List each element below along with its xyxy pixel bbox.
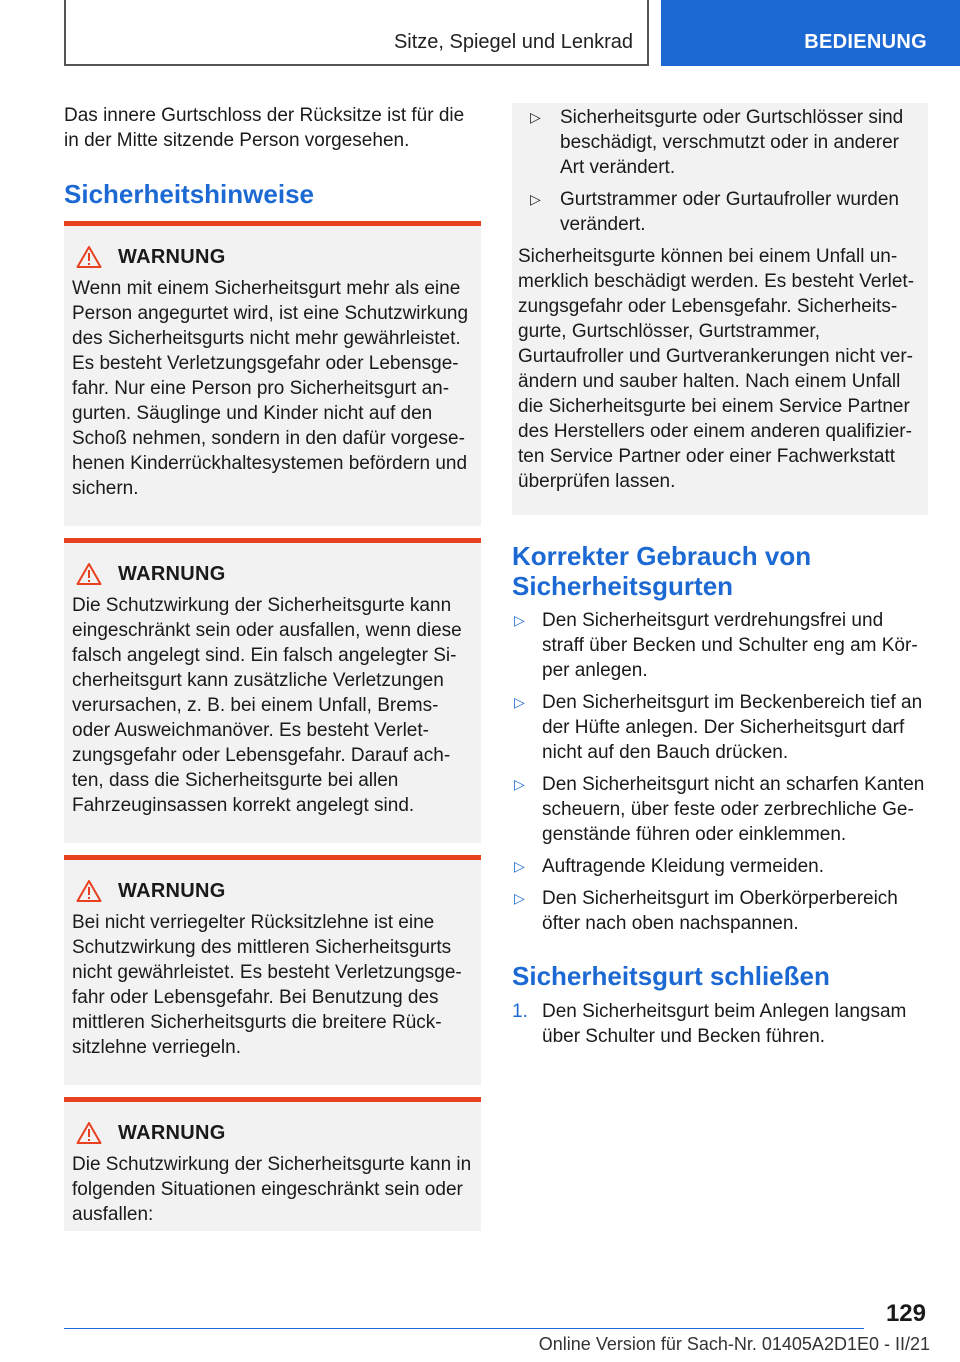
heading-gurt-schliessen: Sicherheitsgurt schließen — [512, 961, 830, 991]
list-item-text: Den Sicherheitsgurt verdrehungsfrei und straff über Becken und Schulter eng am Körper anlegen. — [542, 610, 918, 681]
warning-triangle-icon — [76, 245, 102, 269]
warning-box-4 — [64, 1097, 481, 1231]
warning-text: Wenn mit einem Sicherheitsgurt mehr als eine Person angegurtet wird, ist eine Schutzwirkung des Sicherheitsgurts nicht mehr gewährleistet. Es besteht Verletzungsgefahr oder Lebensgefahr. Nur eine Person pro Sicherheitsgurt angurten. Säuglinge und Kinder nicht auf den Schoß nehmen, sondern in den dafür vorgesehenen Kinderrückhaltesystemen befördern und sichern. — [72, 278, 469, 499]
section-header — [661, 0, 960, 66]
list-item — [512, 772, 928, 847]
chapter-header — [64, 0, 649, 66]
list-item-text: Den Sicherheitsgurt im Beckenbereich tief an der Hüfte anlegen. Der Sicherheitsgurt darf nicht auf den Bauch drücken. — [542, 692, 923, 763]
usage-list — [512, 608, 928, 943]
list-item — [512, 690, 928, 765]
triangle-bullet-icon: ▷ — [514, 694, 525, 710]
list-item-text: Den Sicherheitsgurt nicht an scharfen Kanten scheuern, über feste oder zerbrechliche Gegenstände führen oder einklemmen. — [542, 774, 925, 845]
triangle-bullet-icon: ▷ — [530, 109, 541, 125]
warning-text: Die Schutzwirkung der Sicherheitsgurte kann eingeschränkt sein oder ausfallen, wenn diese falsch angelegt sind. Ein falsch angelegter Sicherheitsgurt kann zusätzliche Verletzungen verursachen, z. B. bei einem Unfall, Brems- oder Ausweichmanöver. Es besteht Verletzungsgefahr oder Lebensgefahr. Darauf achten, dass die Sicherheitsgurte bei allen Fahrzeuginsassen korrekt angelegt sind. — [72, 595, 462, 816]
list-item — [512, 854, 928, 879]
warning-title: WARNUNG — [118, 245, 226, 268]
continuation-paragraph: Sicherheitsgurte können bei einem Unfall unmerklich beschädigt werden. Es besteht Verletzungsgefahr oder Lebensgefahr. Sicherheitsgurte, Gurtschlösser, Gurtstrammer, Gurtaufroller und Gurtverankerungen nicht verändern und sauber halten. Nach einem Unfall die Sicherheitsgurte bei einem Service Partner des Herstellers oder einem anderen qualifizierten Service Partner oder einer Fachwerkstatt überprüfen lassen. — [518, 246, 915, 492]
heading-line: Sicherheitsgurten — [512, 571, 734, 601]
page-number: 129 — [885, 1300, 926, 1327]
warning-text: Die Schutzwirkung der Sicherheitsgurte kann in folgenden Situationen eingeschränkt sein oder ausfallen: — [72, 1154, 472, 1225]
step-number: 1. — [512, 1001, 528, 1022]
steps-list — [512, 999, 928, 1056]
list-item — [518, 187, 922, 237]
warning-title: WARNUNG — [118, 879, 226, 902]
warning-continuation-box — [512, 103, 928, 515]
footer-divider — [64, 1328, 864, 1329]
warning-triangle-icon — [76, 1121, 102, 1145]
list-item-text: Sicherheitsgurte oder Gurtschlösser sind beschädigt, verschmutzt oder in anderer Art verändert. — [560, 107, 904, 178]
heading-line: Korrekter Gebrauch von — [512, 541, 812, 571]
triangle-bullet-icon: ▷ — [514, 612, 525, 628]
triangle-bullet-icon: ▷ — [514, 858, 525, 874]
step-item — [512, 999, 928, 1049]
warning-box-3 — [64, 855, 481, 1085]
heading-korrekter-gebrauch — [512, 541, 928, 601]
list-item — [512, 886, 928, 936]
warning-title: WARNUNG — [118, 562, 226, 585]
triangle-bullet-icon: ▷ — [530, 191, 541, 207]
intro-paragraph: Das innere Gurtschloss der Rücksitze ist für die in der Mitte sitzende Person vorgesehen. — [64, 105, 465, 151]
warning-box-1 — [64, 221, 481, 526]
triangle-bullet-icon: ▷ — [514, 890, 525, 906]
triangle-bullet-icon: ▷ — [514, 776, 525, 792]
warning-triangle-icon — [76, 562, 102, 586]
list-item-text: Auftragende Kleidung vermeiden. — [542, 856, 825, 877]
chapter-title: Sitze, Spiegel und Lenkrad — [393, 31, 633, 53]
warning-triangle-icon — [76, 879, 102, 903]
warning-box-2 — [64, 538, 481, 843]
list-item-text: Gurtstrammer oder Gurtaufroller wurden verändert. — [560, 189, 899, 235]
warning-text: Bei nicht verriegelter Rücksitzlehne ist eine Schutzwirkung des mittleren Sicherheitsgurts nicht gewährleistet. Es besteht Verletzungsgefahr oder Lebensgefahr. Bei Benutzung des mittleren Sicherheitsgurts die breitere Rücksitzlehne verriegeln. — [72, 912, 462, 1058]
list-item — [518, 105, 922, 180]
section-title: BEDIENUNG — [804, 31, 927, 53]
step-text: Den Sicherheitsgurt beim Anlegen langsam über Schulter und Becken führen. — [542, 1001, 907, 1047]
list-item — [512, 608, 928, 683]
list-item-text: Den Sicherheitsgurt im Oberkörperbereich öfter nach oben nachspannen. — [542, 888, 898, 934]
footer-version-text: Online Version für Sach-Nr. 01405A2D1E0 - II/21 — [538, 1334, 930, 1354]
heading-sicherheitshinweise: Sicherheitshinweise — [64, 179, 314, 209]
warning-title: WARNUNG — [118, 1121, 226, 1144]
